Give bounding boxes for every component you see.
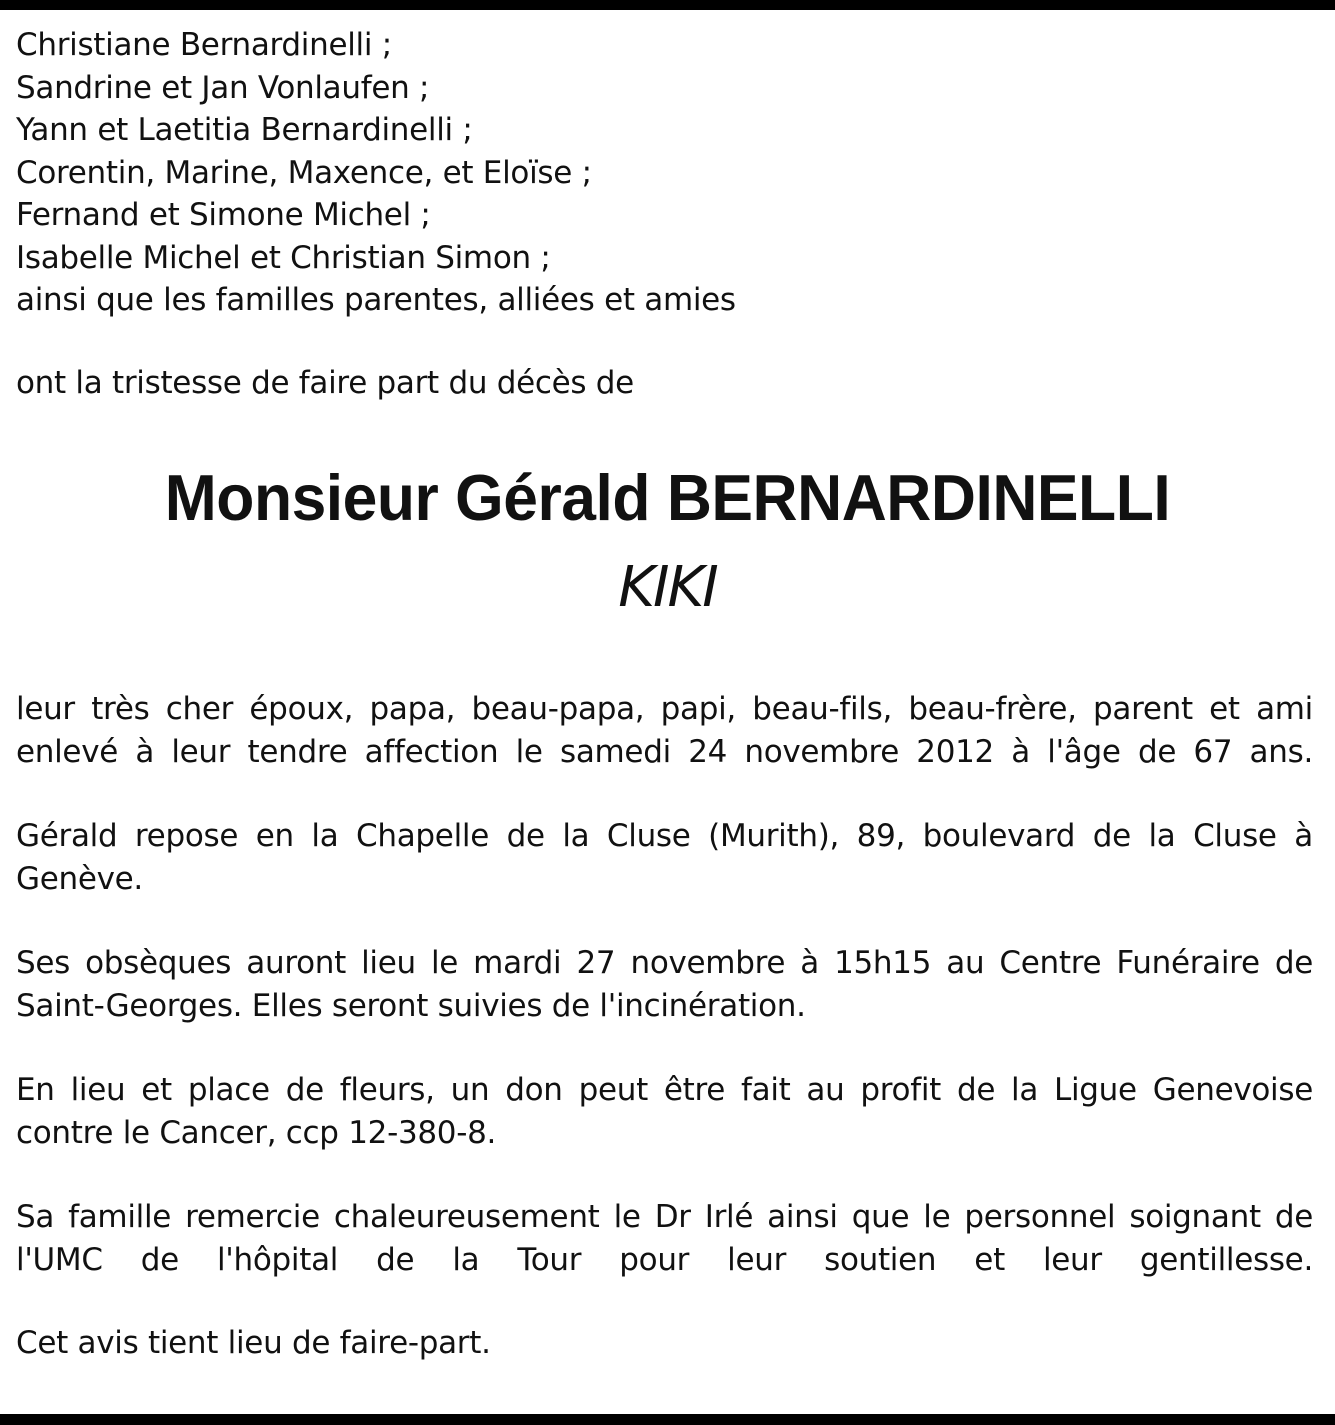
funeral-paragraph: Ses obsèques auront lieu le mardi 27 novembre à 15h15 au Centre Funéraire de Saint-Georges. Elles seront suivies de l'incinération. (16, 945, 1313, 1024)
top-border-rule (0, 0, 1335, 10)
tribute-line-2: enlevé à leur tendre affection le samedi 24 novembre 2012 à l'âge de 67 ans. (16, 733, 1313, 770)
bottom-border-rule (0, 1414, 1335, 1425)
deceased-name: Monsieur Gérald BERNARDINELLI (164, 461, 1171, 534)
tribute-line-1: leur très cher époux, papa, beau-papa, papi, beau-fils, beau-frère, parent et ami (16, 691, 1313, 727)
announcement-intro: ont la tristesse de faire part du décès de (16, 365, 634, 401)
family-list (16, 24, 736, 322)
family-member-line: Yann et Laetitia Bernardinelli ; (16, 112, 473, 148)
family-member-line: Sandrine et Jan Vonlaufen ; (16, 69, 430, 106)
family-member-line: Isabelle Michel et Christian Simon ; (16, 239, 551, 276)
thanks-line-1: Sa famille remercie chaleureusement le Dr Irlé ainsi que le personnel soignant de (16, 1199, 1313, 1235)
tribute-paragraph (16, 688, 1313, 773)
family-member-line: Christiane Bernardinelli ; (16, 27, 392, 63)
thanks-paragraph (16, 1196, 1313, 1281)
family-member-line: Corentin, Marine, Maxence, et Eloïse ; (16, 154, 592, 191)
donation-paragraph: En lieu et place de fleurs, un don peut être fait au profit de la Ligue Genevoise contre le Cancer, ccp 12-380-8. (16, 1072, 1313, 1151)
deceased-nickname: KIKI (618, 555, 717, 620)
family-member-line: Fernand et Simone Michel ; (16, 197, 431, 233)
family-member-line: ainsi que les familles parentes, alliées et amies (16, 282, 736, 318)
thanks-line-2: l'UMC de l'hôpital de la Tour pour leur soutien et leur gentillesse. (16, 1241, 1313, 1278)
repose-paragraph: Gérald repose en la Chapelle de la Cluse (Murith), 89, boulevard de la Cluse à Genève. (16, 818, 1313, 897)
closing-paragraph: Cet avis tient lieu de faire-part. (16, 1325, 491, 1361)
